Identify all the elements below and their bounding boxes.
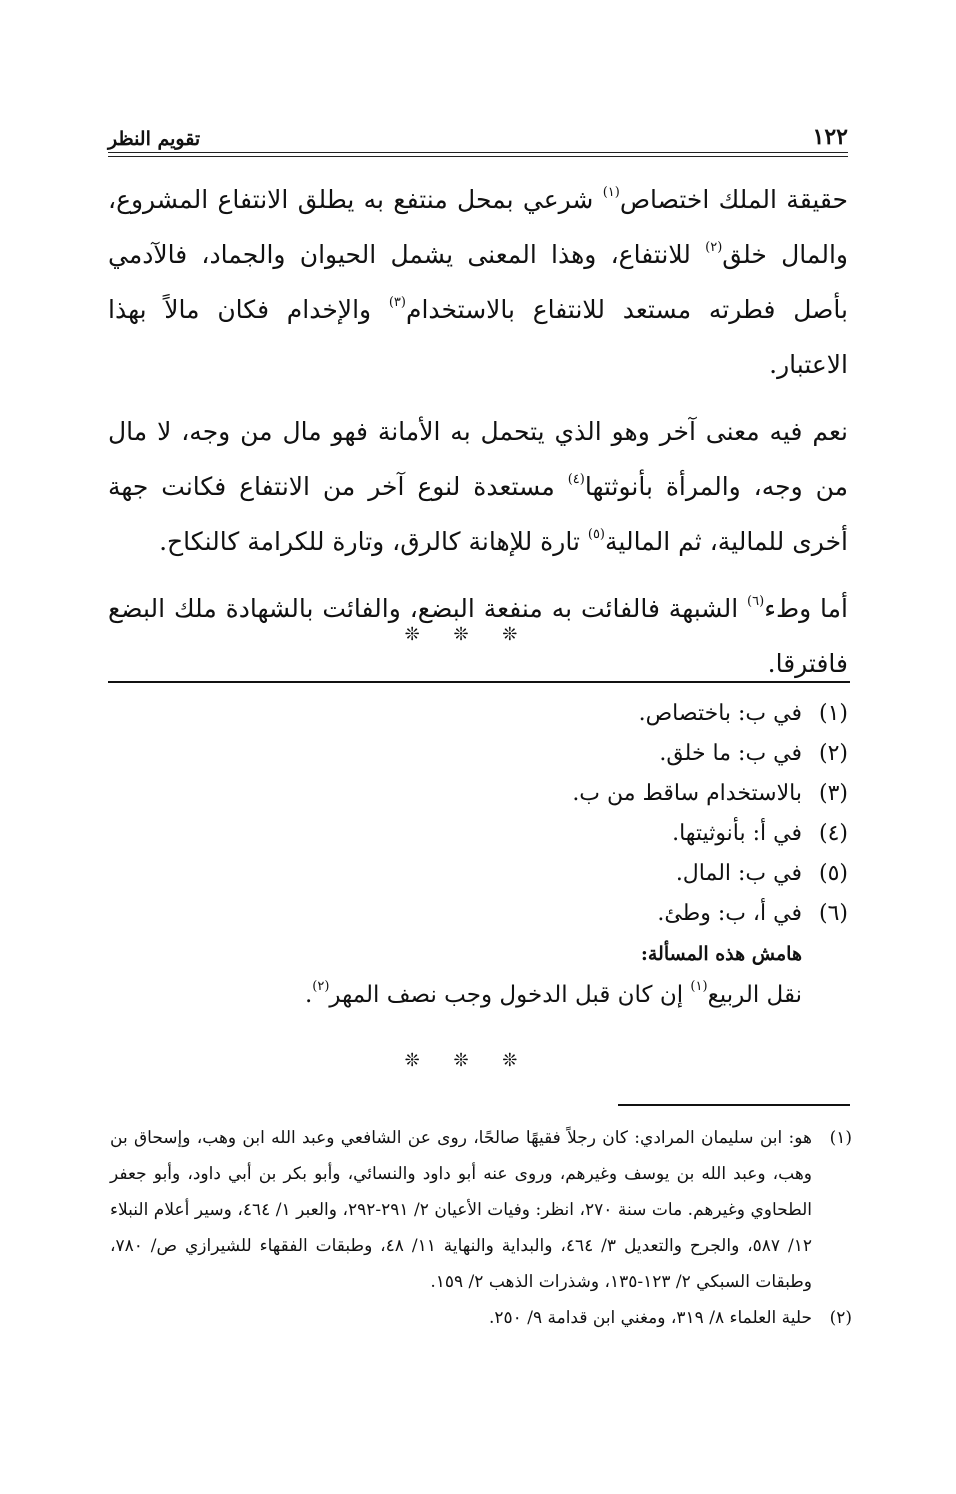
margin-note-title: هامش هذه المسألة: [640,943,802,965]
main-paragraph-3: أما وطء$^{(٦)}$ الشبهة فالفائت به منفعة البضع، والفائت بالشهادة ملك البضع فافترقا. [108,594,848,678]
variant-item: (٥) في ب: المال. [675,861,848,886]
footnote-ref: (١) [690,979,708,994]
variant-item: (١) في ب: باختصاص. [638,701,848,726]
section-separator: ❊ ❊ ❊ [404,624,532,645]
footnote-rule [618,1104,850,1106]
footnote-ref: (٥) [587,527,605,542]
variant-item: (٣) بالاستخدام ساقط من ب. [572,781,848,806]
margin-note-text: نقل الربيع$^{(١)}$ إن كان قبل الدخول وجب نصف المهر$^{(٢)}$. [304,979,802,1008]
variant-item: (٤) في أ: بأنوثيتها. [672,821,848,846]
running-header [108,118,848,150]
section-separator-2: ❊ ❊ ❊ [404,1050,532,1071]
header-rule-top [108,152,848,153]
footnote-item: (١) هو: ابن سليمان المرادي: كان رجلاً فقيهًا صالحًا، روى عن الشافعي وعبد الله ابن وهب، وإسحاق بن وهب، وعبد الله بن يوسف وغيرهم، وروى عنه أبو داود والنسائي، وأبو بكر بن أبي داود، وأبو جعفر الطحاوي وغيرهم. مات سنة ٢٧٠، انظر: وفيات الأعيان ٢/ ٢٩١-٢٩٢، والعبر ١/ ٤٦٤، وسير أعلام النبلاء ١٢/ ٥٨٧، والجرح والتعديل ٣/ ٤٦٤، والبداية والنهاية ١١/ ٤٨، وطبقات الفقهاء للشيرازي ص/ ٧٨٠، وطبقات السبكي ٢/ ١٢٣-١٣٥، وشذرات الذهب ٢/ ١٥٩. [110,1128,852,1292]
page-number: ١٢٢ [812,124,848,150]
footnote-ref: (٤) [567,472,585,487]
book-title: تقويم النظر [108,128,201,150]
main-paragraph-2: نعم فيه معنى آخر وهو الذي يتحمل به الأمانة فهو مال من وجه، لا مال من وجه، والمرأة بأنوثتها$^{(٤)}$ مستعدة لنوع آخر من الانتفاع فكانت جهة أخرى للمالية، ثم المالية$^{(٥)}$ تارة للإهانة كالرق، وتارة للكرامة كالنكاح. [108,417,849,556]
footnote-ref: (٣) [388,295,406,310]
footnote-item: (٢) حلية العلماء ٨/ ٣١٩، ومغني ابن قدامة ٩/ ٢٥٠. [488,1308,852,1328]
footnote-ref: (٦) [747,594,765,609]
variant-item: (٦) في أ، ب: وطئ. [657,901,848,926]
variant-item: (٢) في ب: ما خلق. [659,741,848,766]
main-paragraph-1: حقيقة الملك اختصاص$^{(١)}$ شرعي بمحل منتفع به يطلق الانتفاع المشروع، والمال خلق$^{(٢)}$ للانتفاع، وهذا المعنى يشمل الحيوان والجماد، فالآدمي بأصل فطرته مستعد للانتفاع بالاستخدام$^{(٣)}$ والإخدام فكان مالاً بهذا الاعتبار. [108,185,848,379]
footnote-ref: (٢) [705,240,723,255]
footnote-ref: (٢) [312,979,330,994]
variants-rule [108,681,850,683]
manuscript-variants [120,694,848,1016]
header-rule-bottom [108,156,848,157]
footnotes [110,1120,852,1336]
footnote-ref: (١) [602,185,620,200]
